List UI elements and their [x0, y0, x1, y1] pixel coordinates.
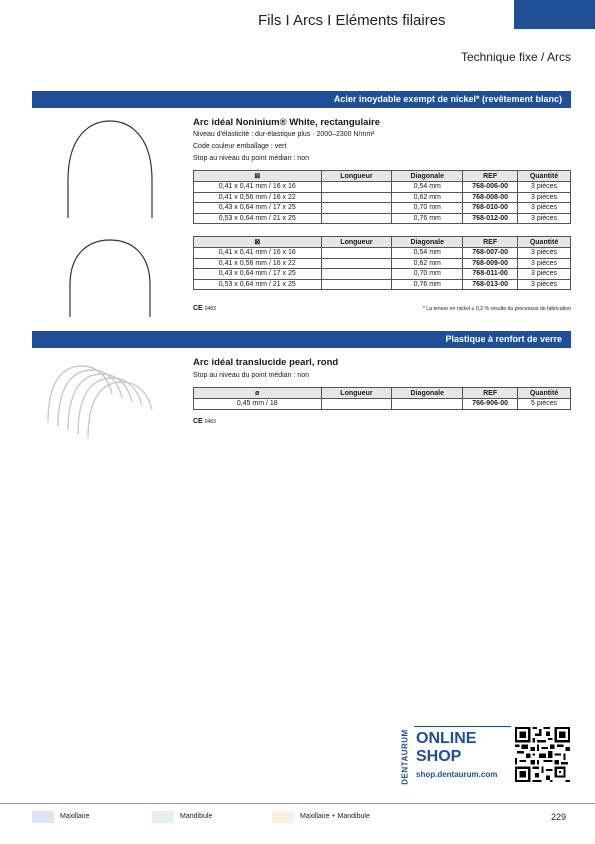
product-title-translucent-pearl: Arc idéal translucide pearl, rond — [193, 357, 339, 368]
cell-quantity: 3 pièces — [518, 182, 571, 193]
cell-length — [321, 399, 392, 410]
cell-quantity: 3 pièces — [518, 192, 571, 203]
cell-quantity: 3 pièces — [518, 248, 571, 259]
legend-swatch-both — [272, 811, 294, 823]
column-header-diagonal: Diagonale — [392, 171, 463, 182]
shop-title-shop: SHOP — [416, 748, 462, 765]
cell-length — [321, 192, 392, 203]
section-bar-stainless: Acier inoydable exempt de nickel* (revêtement blanc) — [32, 91, 571, 108]
qr-code-icon[interactable] — [515, 727, 570, 782]
section-bar-glass-fiber: Plastique à renfort de verre — [32, 331, 571, 348]
spec-color-code: Code couleur emballage : vert — [193, 143, 287, 150]
cell-diagonal: 0,70 mm — [392, 269, 463, 280]
arch-wire-upper-image — [60, 118, 160, 218]
cell-dimension: 0,43 x 0,64 mm / 17 x 25 — [194, 269, 322, 280]
column-header-dimension: ⊠ — [194, 237, 322, 248]
table-row — [194, 213, 571, 224]
cell-dimension: 0,53 x 0,64 mm / 21 x 25 — [194, 279, 322, 290]
product-table-lower — [193, 236, 571, 290]
cell-ref: 766-906-00 — [463, 399, 518, 410]
arch-wire-lower-image — [60, 237, 160, 317]
column-header-quantity: Quantité — [518, 388, 571, 399]
column-header-length: Longueur — [321, 388, 392, 399]
legend-swatch-mandibule — [152, 811, 174, 823]
ce-mark-section2 — [193, 418, 216, 425]
footer-divider — [0, 803, 595, 804]
column-header-length: Longueur — [321, 171, 392, 182]
cell-diagonal: 0,54 mm — [392, 182, 463, 193]
ce-icon: CE — [193, 305, 203, 312]
table-header-row — [194, 237, 571, 248]
cell-diagonal: 0,62 mm — [392, 192, 463, 203]
header-color-block — [514, 0, 595, 29]
ce-number: 0483 — [204, 419, 216, 425]
table-row — [194, 279, 571, 290]
cell-diagonal: 0,76 mm — [392, 213, 463, 224]
cell-quantity: 3 pièces — [518, 269, 571, 280]
cell-ref: 768-008-00 — [463, 192, 518, 203]
cell-quantity: 3 pièces — [518, 279, 571, 290]
legend-label-both: Maxillaire + Mandibule — [300, 813, 370, 820]
cell-dimension: 0,41 x 0,56 mm / 16 x 22 — [194, 258, 322, 269]
ce-mark-section1 — [193, 305, 216, 312]
product-table-upper — [193, 170, 571, 224]
column-header-diagonal: Diagonale — [392, 388, 463, 399]
cell-diagonal: 0,70 mm — [392, 203, 463, 214]
cell-diagonal — [392, 399, 463, 410]
cell-quantity: 3 pièces — [518, 258, 571, 269]
cell-ref: 768-012-00 — [463, 213, 518, 224]
column-header-ref: REF — [463, 388, 518, 399]
cell-ref: 768-009-00 — [463, 258, 518, 269]
shop-title-online: ONLINE — [416, 730, 477, 747]
nickel-footnote: * La teneur en nickel ≤ 0,2 % résulte du processus de fabrication — [422, 306, 571, 312]
ce-icon: CE — [193, 418, 203, 425]
cell-quantity: 5 pièces — [518, 399, 571, 410]
cell-dimension: 0,53 x 0,64 mm / 21 x 25 — [194, 213, 322, 224]
spec-midpoint-stop-pearl: Stop au niveau du point médian : non — [193, 372, 309, 379]
legend-swatch-maxillaire — [32, 811, 54, 823]
cell-ref: 768-013-00 — [463, 279, 518, 290]
cell-length — [321, 269, 392, 280]
table-header-row — [194, 388, 571, 399]
cell-quantity: 3 pièces — [518, 203, 571, 214]
cell-quantity: 3 pièces — [518, 213, 571, 224]
cell-length — [321, 213, 392, 224]
cell-ref: 768-007-00 — [463, 248, 518, 259]
table-row — [194, 258, 571, 269]
table-row — [194, 399, 571, 410]
cell-diagonal: 0,62 mm — [392, 258, 463, 269]
page-number: 229 — [551, 812, 567, 822]
brand-vertical — [395, 727, 415, 787]
table-row — [194, 203, 571, 214]
cell-diameter: 0,45 mm / 18 — [194, 399, 322, 410]
product-title-noninium: Arc idéal Noninium® White, rectangulaire — [193, 117, 381, 128]
cell-ref: 768-010-00 — [463, 203, 518, 214]
cell-ref: 768-006-00 — [463, 182, 518, 193]
cell-length — [321, 182, 392, 193]
column-header-ref: REF — [463, 171, 518, 182]
table-row — [194, 269, 571, 280]
cell-ref: 768-011-00 — [463, 269, 518, 280]
column-header-ref: REF — [463, 237, 518, 248]
table-row — [194, 182, 571, 193]
column-header-length: Longueur — [321, 237, 392, 248]
page-header-title: Fils I Arcs I Eléments filaires — [258, 12, 446, 29]
cell-length — [321, 258, 392, 269]
brand-name: DENTAURUM — [400, 729, 410, 785]
spec-elasticity: Niveau d'élasticité : dur-élastique plus · 2000–2300 N/mm² — [193, 131, 375, 138]
column-header-dimension: ⊠ — [194, 171, 322, 182]
legend-label-maxillaire: Maxillaire — [60, 813, 90, 820]
cell-length — [321, 279, 392, 290]
spec-midpoint-stop: Stop au niveau du point médian : non — [193, 155, 309, 162]
column-header-diagonal: Diagonale — [392, 237, 463, 248]
table-row — [194, 192, 571, 203]
column-header-diameter: ø — [194, 388, 322, 399]
cell-dimension: 0,43 x 0,64 mm / 17 x 25 — [194, 203, 322, 214]
column-header-quantity: Quantité — [518, 171, 571, 182]
cell-length — [321, 203, 392, 214]
cell-length — [321, 248, 392, 259]
shop-divider — [414, 726, 511, 727]
ce-number: 0483 — [204, 306, 216, 312]
translucent-arch-wires-image — [46, 360, 166, 442]
column-header-quantity: Quantité — [518, 237, 571, 248]
shop-url-link[interactable]: shop.dentaurum.com — [416, 770, 498, 779]
cell-dimension: 0,41 x 0,41 mm / 16 x 16 — [194, 182, 322, 193]
legend-label-mandibule: Mandibule — [180, 813, 213, 820]
product-table-pearl — [193, 387, 571, 410]
cell-diagonal: 0,76 mm — [392, 279, 463, 290]
page-subtitle: Technique fixe / Arcs — [460, 50, 571, 64]
cell-dimension: 0,41 x 0,41 mm / 16 x 16 — [194, 248, 322, 259]
cell-dimension: 0,41 x 0,56 mm / 16 x 22 — [194, 192, 322, 203]
table-header-row — [194, 171, 571, 182]
table-row — [194, 248, 571, 259]
cell-diagonal: 0,54 mm — [392, 248, 463, 259]
